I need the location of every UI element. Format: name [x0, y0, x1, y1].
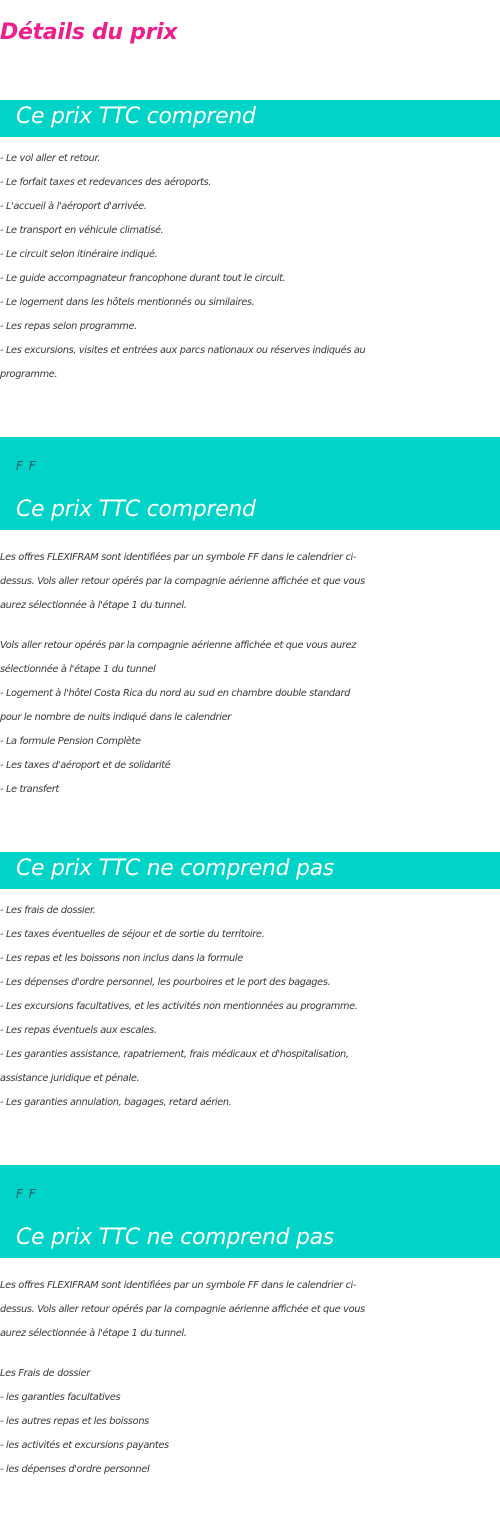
- section-header-ff-excludes: [0, 1165, 500, 1258]
- list-item: - Les frais de dossier.: [0, 905, 96, 916]
- section-header-includes: [0, 100, 500, 137]
- list-item: - Le logement dans les hôtels mentionnés ou similaires.: [0, 297, 255, 308]
- list-item: - Les taxes éventuelles de séjour et de sortie du territoire.: [0, 929, 265, 940]
- flexifram-paragraph: [0, 546, 500, 618]
- ff-excludes-list: [0, 1362, 500, 1482]
- section-header-ff-includes: [0, 437, 500, 530]
- list-item: - Les repas selon programme.: [0, 321, 137, 332]
- list-item: - Le transport en véhicule climatisé.: [0, 225, 164, 236]
- text-line: dessus. Vols aller retour opérés par la compagnie aérienne affichée et que vous: [0, 576, 365, 587]
- list-item: - Les excursions, visites et entrées aux parcs nationaux ou réserves indiqués au: [0, 345, 366, 356]
- page-title: Détails du prix: [0, 20, 178, 45]
- list-item: - Les excursions facultatives, et les activités non mentionnées au programme.: [0, 1001, 358, 1012]
- list-item: - les garanties facultatives: [0, 1392, 121, 1403]
- ff-includes-text: [0, 546, 500, 618]
- list-item: sélectionnée à l'étape 1 du tunnel: [0, 664, 156, 675]
- list-item: Les Frais de dossier: [0, 1368, 90, 1379]
- text-line: dessus. Vols aller retour opérés par la compagnie aérienne affichée et que vous: [0, 1304, 365, 1315]
- ff-excludes-text: [0, 1274, 500, 1346]
- text-line: aurez sélectionnée à l'étape 1 du tunnel.: [0, 600, 187, 611]
- list-item: programme.: [0, 369, 58, 380]
- section-header-excludes: [0, 852, 500, 889]
- text-line: aurez sélectionnée à l'étape 1 du tunnel.: [0, 1328, 187, 1339]
- list-item: - Le circuit selon itinéraire indiqué.: [0, 249, 158, 260]
- ff-tag: F F: [16, 459, 37, 473]
- section-heading: Ce prix TTC comprend: [16, 104, 256, 129]
- section-heading: Ce prix TTC comprend: [16, 497, 256, 522]
- list-item: pour le nombre de nuits indiqué dans le calendrier: [0, 712, 231, 723]
- excludes-list: [0, 899, 500, 1115]
- list-item: - Les repas et les boissons non inclus dans la formule: [0, 953, 243, 964]
- list-item: - Les dépenses d'ordre personnel, les pourboires et le port des bagages.: [0, 977, 331, 988]
- text-line: Les offres FLEXIFRAM sont identifiées par un symbole FF dans le calendrier ci-: [0, 552, 357, 563]
- list-item: - les activités et excursions payantes: [0, 1440, 169, 1451]
- list-item: - Logement à l'hôtel Costa Rica du nord au sud en chambre double standard: [0, 688, 350, 699]
- list-item: - Les garanties annulation, bagages, retard aérien.: [0, 1097, 232, 1108]
- list-item: - La formule Pension Complète: [0, 736, 141, 747]
- list-item: - Le transfert: [0, 784, 59, 795]
- includes-list: [0, 147, 500, 387]
- text-line: Les offres FLEXIFRAM sont identifiées par un symbole FF dans le calendrier ci-: [0, 1280, 357, 1291]
- list-item: - les dépenses d'ordre personnel: [0, 1464, 150, 1475]
- list-item: - Les garanties assistance, rapatriement, frais médicaux et d'hospitalisation,: [0, 1049, 349, 1060]
- list-item: - Le guide accompagnateur francophone durant tout le circuit.: [0, 273, 286, 284]
- list-item: assistance juridique et pénale.: [0, 1073, 140, 1084]
- list-item: - Le vol aller et retour.: [0, 153, 101, 164]
- section-heading: Ce prix TTC ne comprend pas: [16, 856, 334, 881]
- list-item: - Les repas éventuels aux escales.: [0, 1025, 157, 1036]
- flexifram-paragraph: [0, 1274, 500, 1346]
- ff-includes-list: [0, 634, 500, 802]
- list-item: - les autres repas et les boissons: [0, 1416, 149, 1427]
- list-item: Vols aller retour opérés par la compagnie aérienne affichée et que vous aurez: [0, 640, 357, 651]
- section-heading: Ce prix TTC ne comprend pas: [16, 1225, 334, 1250]
- list-item: - L'accueil à l'aéroport d'arrivée.: [0, 201, 147, 212]
- list-item: - Le forfait taxes et redevances des aéroports.: [0, 177, 212, 188]
- ff-tag: F F: [16, 1187, 37, 1201]
- list-item: - Les taxes d'aéroport et de solidarité: [0, 760, 171, 771]
